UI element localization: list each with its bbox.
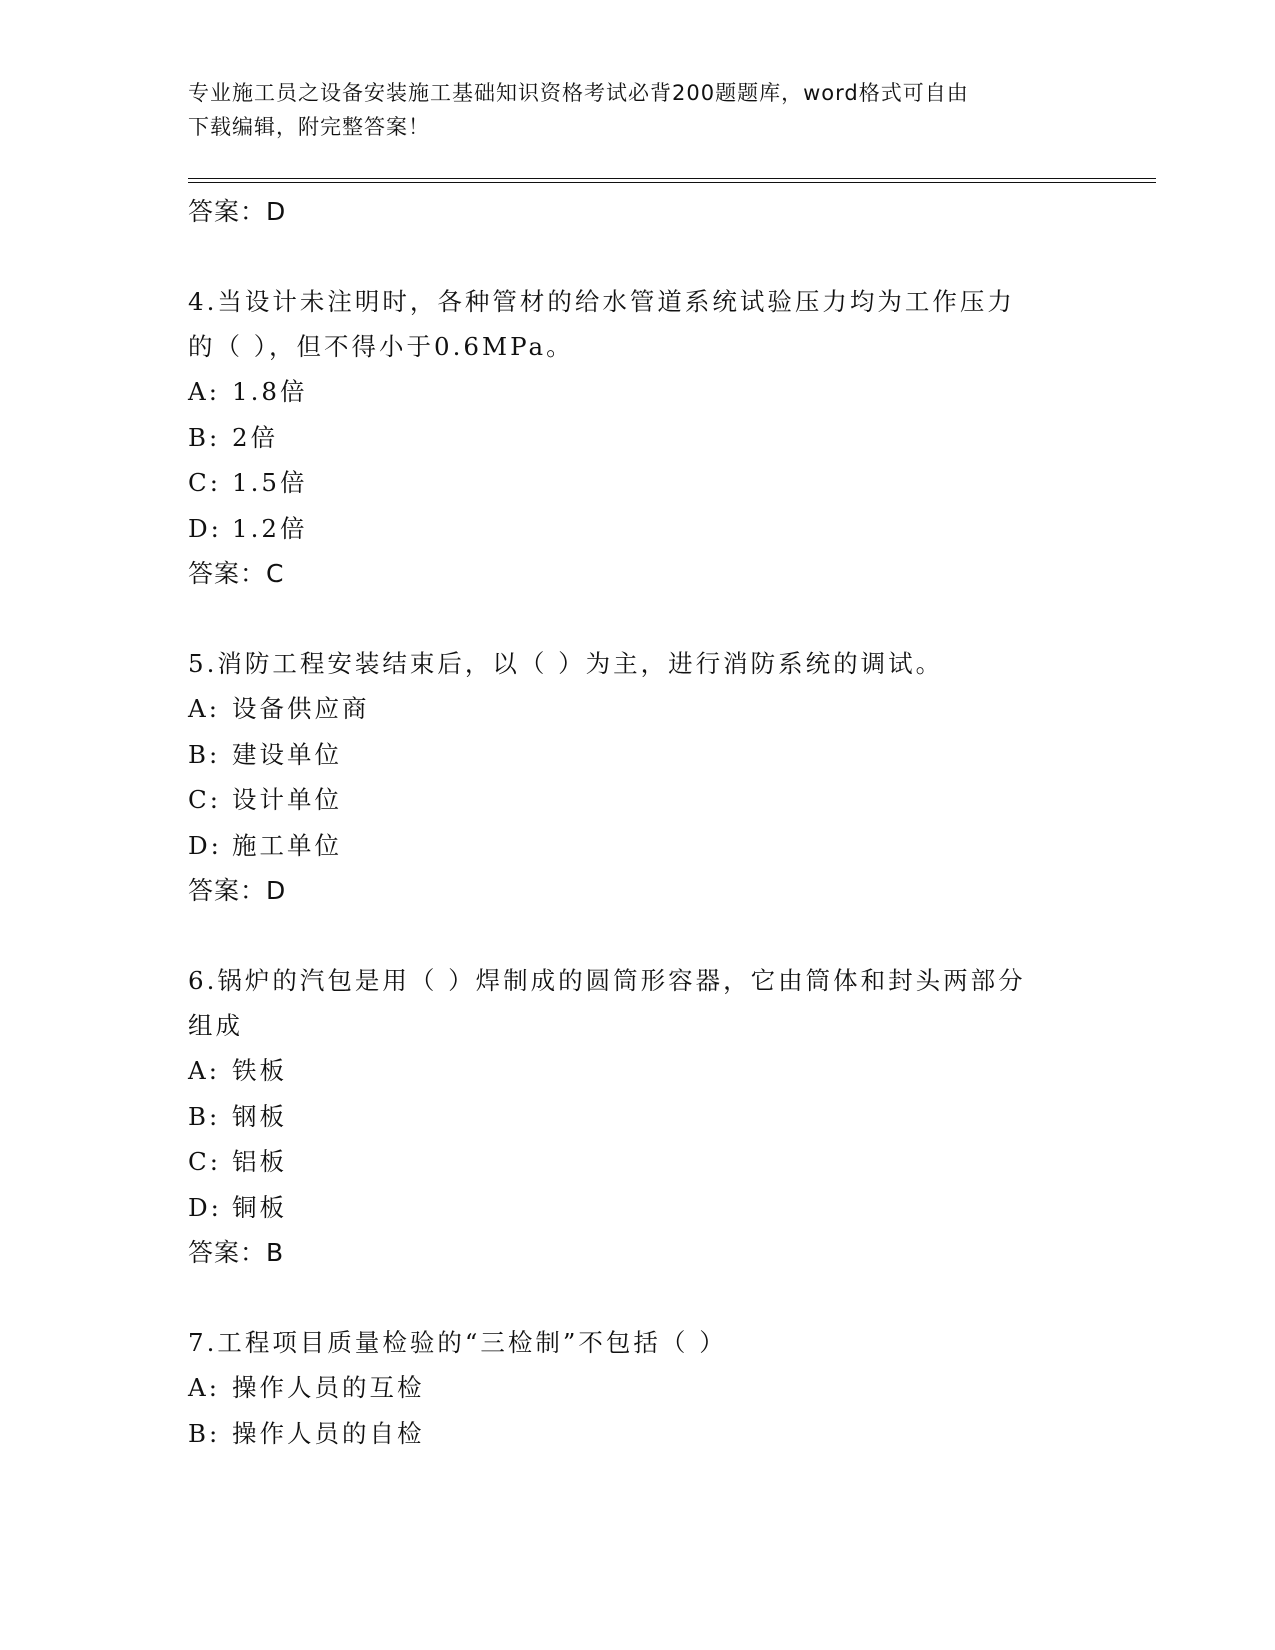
- option-letter: D:: [188, 1192, 222, 1222]
- option-text: 2倍: [232, 422, 279, 452]
- option-text: 1.2倍: [232, 513, 308, 543]
- option-letter: D:: [188, 830, 222, 860]
- document-header: [188, 76, 1068, 144]
- option-b: [188, 415, 1088, 461]
- option-letter: A:: [188, 694, 220, 723]
- option-letter: A:: [188, 1373, 220, 1402]
- option-letter: C:: [188, 468, 222, 497]
- option-b: [188, 1411, 1088, 1457]
- question-text-line: 4.当设计未注明时，各种管材的给水管道系统试验压力均为工作压力: [188, 287, 1015, 316]
- header-divider-top: [188, 178, 1156, 179]
- answer-line: 答案：D: [188, 876, 287, 905]
- question-text-line: 7.工程项目质量检验的“三检制”不包括（ ）: [188, 1328, 727, 1357]
- option-text: 设计单位: [232, 785, 342, 814]
- option-b: [188, 1094, 1088, 1140]
- option-text: 1.8倍: [232, 377, 308, 406]
- option-c: [188, 460, 1088, 506]
- question-block-4: [188, 279, 1088, 597]
- option-text: 操作人员的自检: [232, 1418, 425, 1448]
- question-text-line: 5.消防工程安装结束后，以（ ）为主，进行消防系统的调试。: [188, 649, 944, 678]
- option-letter: A:: [188, 1056, 220, 1085]
- option-d: [188, 1185, 1088, 1231]
- option-text: 施工单位: [232, 830, 342, 860]
- option-text: 操作人员的互检: [232, 1373, 425, 1402]
- question-stem: [188, 958, 1088, 1048]
- option-a: [188, 369, 1088, 415]
- question-block-7: [188, 1320, 1088, 1456]
- option-c: [188, 1139, 1088, 1185]
- question-text-line: 6.锅炉的汽包是用（ ）焊制成的圆筒形容器，它由筒体和封头两部分: [188, 966, 1026, 995]
- option-text: 设备供应商: [232, 694, 370, 723]
- option-letter: B:: [188, 739, 221, 769]
- option-b: [188, 732, 1088, 778]
- header-line-2: 下载编辑，附完整答案！: [188, 115, 430, 139]
- header-line-1: 专业施工员之设备安装施工基础知识资格考试必背200题题库，word格式可自由: [188, 81, 969, 105]
- option-a: [188, 1365, 1088, 1411]
- option-letter: B:: [188, 1101, 221, 1131]
- option-c: [188, 777, 1088, 823]
- question-block-6: [188, 958, 1088, 1276]
- option-text: 1.5倍: [232, 468, 308, 497]
- option-text: 铝板: [232, 1147, 287, 1176]
- answer-line: 答案：B: [188, 1238, 285, 1267]
- question-block-5: [188, 641, 1088, 914]
- question-text-line: 的（ ），但不得小于0.6MPa。: [188, 332, 574, 361]
- option-text: 铜板: [232, 1192, 287, 1222]
- question-stem: [188, 279, 1088, 369]
- question-list: [188, 189, 1088, 1456]
- question-stem: [188, 1320, 1088, 1365]
- option-letter: B:: [188, 422, 221, 452]
- question-stem: [188, 641, 1088, 686]
- option-letter: C:: [188, 1147, 222, 1176]
- option-a: [188, 1048, 1088, 1094]
- option-text: 铁板: [232, 1056, 287, 1085]
- option-text: 钢板: [232, 1101, 287, 1131]
- option-letter: A:: [188, 377, 220, 406]
- option-letter: B:: [188, 1418, 221, 1448]
- option-text: 建设单位: [232, 739, 342, 769]
- header-divider-bottom: [188, 182, 1156, 183]
- previous-answer: 答案：D: [188, 197, 287, 226]
- option-d: [188, 823, 1088, 869]
- option-letter: C:: [188, 785, 222, 814]
- option-a: [188, 686, 1088, 732]
- option-d: [188, 506, 1088, 552]
- answer-line: 答案：C: [188, 559, 285, 588]
- question-text-line: 组成: [188, 1011, 243, 1040]
- option-letter: D:: [188, 513, 222, 543]
